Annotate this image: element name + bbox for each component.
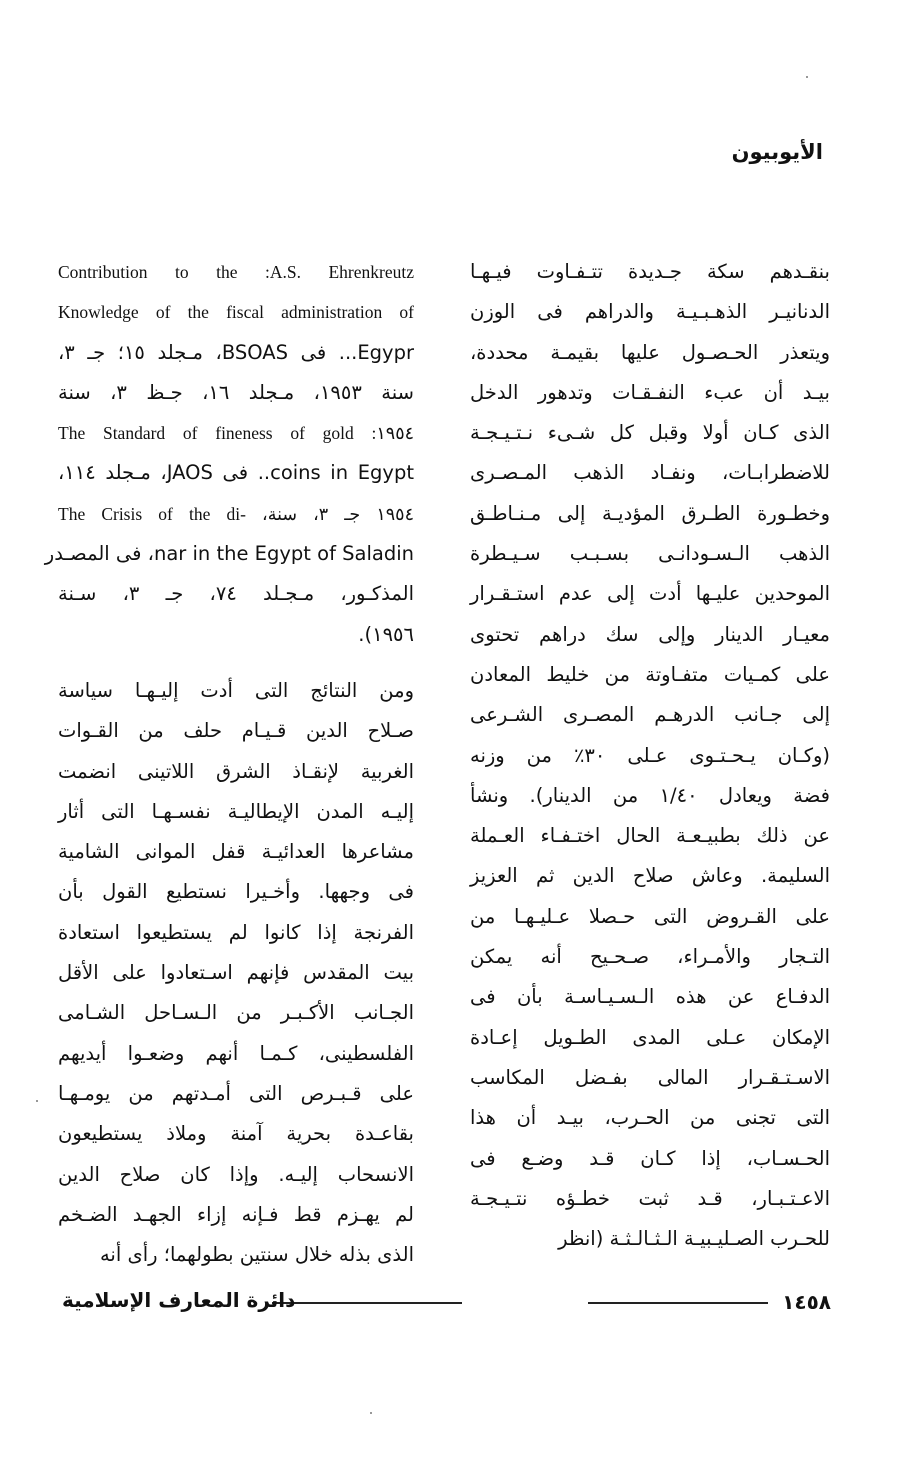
text-line: ومن النتائج التى أدت إليـهـا سياسة	[58, 678, 414, 702]
text-line: معيـار الدينار وإلى سك دراهم تحتوى	[470, 622, 830, 646]
text-line: فى وجهها. وأخـيرا نستطيع القول بأن	[58, 880, 414, 904]
paragraph-gap	[58, 655, 414, 671]
text-line: بقاعـدة بحرية آمنة وملاذ يستطيعون	[58, 1122, 414, 1146]
footer-rule	[272, 1302, 462, 1304]
text-line: بيت المقدس فإنهم اسـتعادوا على الأقل	[58, 961, 414, 985]
text-line: الذهب الـسـودانـى بسـبـب سـيـطرة	[470, 542, 830, 566]
text-line: الغربية لإنقـاذ الشرق اللاتينى انضمت	[58, 759, 414, 783]
publication-title: دائرة المعارف الإسلامية	[62, 1288, 296, 1312]
text-line: الحـسـاب، إذا كـان قـد وضـع فى	[470, 1146, 830, 1170]
reference-line: coins in Egypt.. فى JAOS، مـجلد ١١٤،	[58, 461, 414, 485]
text-line: الفرنجة إذا كانوا لم يستطيعوا استعادة	[58, 920, 414, 944]
text-line: الدنانيـر الذهـبـيـة والدراهم فى الوزن	[470, 300, 830, 324]
text-line: السليمة. وعاش صلاح الدين ثم العزيز	[470, 864, 830, 888]
text-line: الإمكان عـلى المدى الطـويل إعـادة	[470, 1025, 830, 1049]
reference-line: ١٩٥٦).	[358, 622, 414, 646]
text-line: صـلاح الدين قـيـام حلف من القـوات	[58, 719, 414, 743]
text-line: مشاعرها العدائيـة قفل الموانى الشامية	[58, 840, 414, 864]
text-line: إلى جـانب الدرهـم المصـرى الشـرعى	[470, 703, 830, 727]
reference-line: nar in the Egypt of Saladin، فى المصـدر	[44, 542, 414, 566]
text-line: الاعـتـبـار، قـد ثبت خطـؤه نتـيـجـة	[470, 1186, 830, 1210]
reference-line: The Crisis of the di- ،١٩٥٤ جـ ٣، سنة	[58, 503, 414, 524]
text-line: على قـبـرص التى أمـدتهم من يومـهـا	[58, 1081, 414, 1105]
text-line: للاضطرابـات، ونفـاد الذهب المـصـرى	[470, 461, 830, 485]
text-line: بنقـدهم سكة جـديدة تتـفـاوت فيـهـا	[470, 260, 830, 283]
reference-line: Contribution to the :A.S. Ehrenkreutz	[58, 262, 414, 282]
reference-line: Knowledge of the fiscal administration of	[58, 302, 414, 323]
text-line: على القـروض التى حـصلا عـليـهـا من	[470, 904, 830, 928]
page-number: ١٤٥٨	[782, 1290, 831, 1314]
speck	[370, 1412, 372, 1414]
text-line: فضة ويعادل ١/٤٠ من الدينار). ونشأ	[470, 783, 830, 807]
text-line: الذى كـان أولا وقبل كل شـىء نـتـيـجـة	[470, 421, 830, 445]
text-line: التـجار والأمـراء، صـحـيح أنه يمكن	[470, 945, 830, 969]
text-line: الاسـتـقـرار المالى بفـضل المكاسب	[470, 1065, 830, 1089]
left-column	[44, 252, 414, 1275]
text-line: الذى بذله خلال سنتين بطولهما؛ رأى أنه	[99, 1243, 414, 1267]
text-line: الانسحاب إليـه. وإذا كان صلاح الدين	[58, 1162, 414, 1186]
reference-line: سنة ١٩٥٣، مـجلد ١٦، جـظ ٣، سنة	[58, 380, 414, 404]
text-line: (وكـان يـحـتـوى عـلى ٣٠٪ من وزنه	[470, 743, 830, 767]
footer-rule	[588, 1302, 768, 1304]
text-line: على كمـيات متفـاوتة من خليط المعادن	[470, 662, 830, 686]
reference-line: المذكـور، مـجـلد ٧٤، جـ ٣، سـنة	[58, 582, 414, 606]
text-line: عن ذلك بطبيـعـة الحال اختـفـاء العـملة	[470, 824, 830, 848]
text-line: وخطـورة الطـرق المؤديـة إلى مـنـاطـق	[470, 501, 830, 525]
text-line: لم يهـزم قط فـإنه إزاء الجهـد الضـخم	[58, 1202, 414, 1226]
speck	[36, 1100, 38, 1102]
text-line: الموحدين عليـها أدت إلى عدم استـقـرار	[470, 582, 830, 606]
reference-line: Egypr... فى BSOAS، مـجلد ١٥؛ جـ ٣،	[58, 340, 414, 364]
text-line: الفلسطينى، كـمـا أنهم وضعـوا أيديهم	[58, 1041, 414, 1065]
text-line: ويتعذر الحـصـول عليها بقيمـة محددة،	[470, 340, 830, 364]
text-line: للحـرب الصـليـبيـة الـثـالـثـة (انظر	[558, 1227, 830, 1251]
text-line: إليـه المدن الإيطاليـة نفسـهـا التى أثار	[58, 799, 414, 823]
right-column	[470, 252, 830, 1259]
text-line: الدفـاع عن هذه الـسـيـاسـة بأن فى	[470, 985, 830, 1009]
text-line: التى تجنى من الحـرب، بيـد أن هذا	[470, 1106, 830, 1130]
speck	[806, 76, 808, 78]
reference-line: The Standard of fineness of gold :١٩٥٤	[58, 423, 414, 444]
running-head: الأيوبيون	[731, 140, 823, 164]
text-line: بيـد أن عبء النفـقـات وتدهور الدخل	[470, 380, 830, 404]
text-line: الجـانب الأكـبـر من الـسـاحل الشـامى	[58, 1001, 414, 1025]
